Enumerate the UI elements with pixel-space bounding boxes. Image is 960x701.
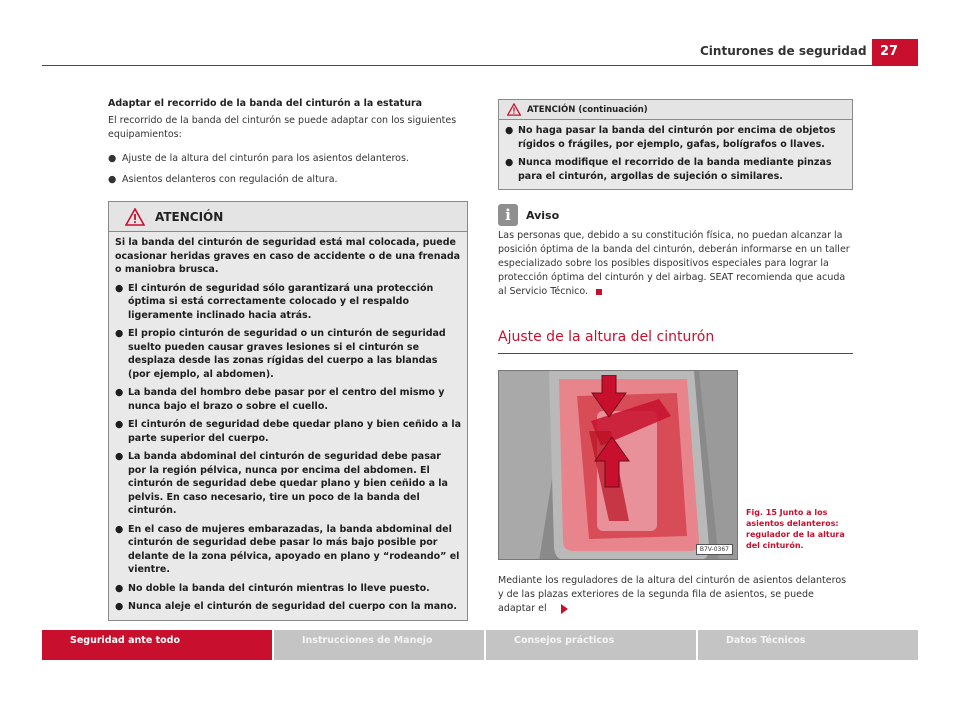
equipment-list xyxy=(108,152,468,187)
warning-item-text: La banda del hombro debe pasar por el centro del mismo y nunca bajo el brazo o sobre el cuello. xyxy=(128,387,445,412)
figure-caption: Fig. 15 Junto a los asientos delanteros: regulador de la altura del cinturón. xyxy=(746,508,845,550)
warning-item xyxy=(505,124,846,151)
left-column xyxy=(108,97,468,621)
list-item-text: Ajuste de la altura del cinturón para los asientos delanteros. xyxy=(122,153,409,164)
note-text xyxy=(498,229,853,299)
footer-tab-instrucciones[interactable]: Instrucciones de Manejo xyxy=(274,630,484,660)
body-paragraph xyxy=(498,574,853,616)
warning-item xyxy=(115,386,461,413)
figure-code: B7V-0367 xyxy=(696,544,733,555)
warning-item-text: La banda abdominal del cinturón de seguridad debe pasar por la región pélvica, nunca por encima del abdomen. El cinturón de seguridad debe quedar plano y bien ceñido a la pelvis. En caso necesario, tire un poco de la banda del cinturón. xyxy=(128,451,448,516)
figure-row xyxy=(498,370,853,560)
right-column xyxy=(498,99,853,616)
warning-item xyxy=(505,156,846,183)
bullet-icon: ● xyxy=(115,328,124,339)
warning-item-text: El cinturón de seguridad debe quedar plano y bien ceñido a la parte superior del cuerpo. xyxy=(128,419,462,444)
warning-title: ATENCIÓN xyxy=(155,209,224,224)
warning-item xyxy=(115,600,461,614)
warning-body xyxy=(499,120,852,189)
warning-item xyxy=(115,450,461,518)
section-divider xyxy=(498,353,853,354)
footer-tab-datos[interactable]: Datos Técnicos xyxy=(698,630,918,660)
warning-item xyxy=(115,282,461,323)
list-item-text: Asientos delanteros con regulación de altura. xyxy=(122,174,338,185)
bullet-icon: ● xyxy=(115,419,124,430)
warning-header xyxy=(109,202,467,232)
warning-item xyxy=(115,327,461,381)
warning-item xyxy=(115,523,461,577)
section-heading: Ajuste de la altura del cinturón xyxy=(498,329,715,345)
warning-item xyxy=(115,418,461,445)
bullet-icon: ● xyxy=(115,523,124,535)
page-number: 27 xyxy=(872,39,918,66)
bullet-icon: ● xyxy=(108,174,117,185)
warning-item-text: Nunca modifique el recorrido de la banda mediante pinzas para el cinturón, argollas de sujeción o similares. xyxy=(518,157,832,182)
note-text-content: Las personas que, debido a su constitución física, no puedan alcanzar la posición óptima de la banda del cinturón, deberán informarse en un taller especializado sobre los posibles dispositivos especiales para lograr la protección óptima del cinturón y del airbag. SEAT recomienda que acuda al Servicio Técnico. xyxy=(498,230,850,297)
footer-tab-consejos[interactable]: Consejos prácticos xyxy=(486,630,696,660)
header-divider xyxy=(42,65,918,66)
running-header-title: Cinturones de seguridad xyxy=(700,44,867,58)
section-subheading: Adaptar el recorrido de la banda del cinturón a la estatura xyxy=(108,98,423,109)
warning-item-text: En el caso de mujeres embarazadas, la banda abdominal del cinturón de seguridad debe pasar lo más bajo posible por delante de la zona pélvica, apoyado en plano y “rodeando” el vientre. xyxy=(128,523,460,575)
warning-item-text: El cinturón de seguridad sólo garantizará una protección óptima si está correctamente colocado y el respaldo ligeramente inclinado hacia atrás. xyxy=(128,282,434,321)
warning-body xyxy=(109,232,467,620)
list-item xyxy=(108,152,468,166)
bullet-icon: ● xyxy=(115,387,124,398)
bullet-icon: ● xyxy=(115,451,124,462)
info-note-icon: i xyxy=(498,204,518,226)
warning-lead: Si la banda del cinturón de seguridad está mal colocada, puede ocasionar heridas graves en caso de accidente o de una frenada o maniobra brusca. xyxy=(115,237,461,275)
warning-item-text: No haga pasar la banda del cinturón por encima de objetos rígidos o frágiles, por ejemplo, gafas, bolígrafos o llaves. xyxy=(518,125,836,150)
list-item xyxy=(108,173,468,187)
bullet-icon: ● xyxy=(108,153,117,164)
warning-title: ATENCIÓN (continuación) xyxy=(527,104,648,115)
bullet-icon: ● xyxy=(115,601,124,612)
bullet-icon: ● xyxy=(115,282,124,294)
end-marker-icon xyxy=(596,289,602,295)
note-header xyxy=(498,204,853,226)
continue-arrow-icon xyxy=(561,604,568,614)
warning-header xyxy=(499,100,852,120)
up-arrow-icon xyxy=(594,437,630,489)
intro-paragraph: El recorrido de la banda del cinturón se puede adaptar con los siguientes equipamientos: xyxy=(108,115,457,140)
down-arrow-icon xyxy=(591,375,627,419)
warning-item-text: El propio cinturón de seguridad o un cinturón de seguridad suelto pueden causar graves lesiones si el cinturón se desplaza desde las zonas rígidas del cuerpo a las blandas (por ejemplo, al abdomen). xyxy=(128,328,446,380)
belt-height-adjuster-figure xyxy=(498,370,738,560)
warning-box-continued xyxy=(498,99,853,190)
footer-tab-seguridad[interactable]: Seguridad ante todo xyxy=(42,630,272,660)
warning-item-text: No doble la banda del cinturón mientras lo lleve puesto. xyxy=(128,582,430,594)
warning-item xyxy=(115,582,461,596)
bullet-icon: ● xyxy=(505,125,514,136)
bullet-icon: ● xyxy=(505,157,514,168)
bullet-icon: ● xyxy=(115,582,124,594)
warning-box xyxy=(108,201,468,621)
warning-triangle-icon xyxy=(507,103,521,116)
footer-nav xyxy=(42,630,918,660)
warning-triangle-icon xyxy=(125,208,145,226)
warning-item-text: Nunca aleje el cinturón de seguridad del cuerpo con la mano. xyxy=(128,601,458,612)
note-title: Aviso xyxy=(526,208,560,222)
body-paragraph-text: Mediante los reguladores de la altura del cinturón de asientos delanteros y de las plazas exteriores de la segunda fila de asientos, se puede adaptar el xyxy=(498,575,847,614)
